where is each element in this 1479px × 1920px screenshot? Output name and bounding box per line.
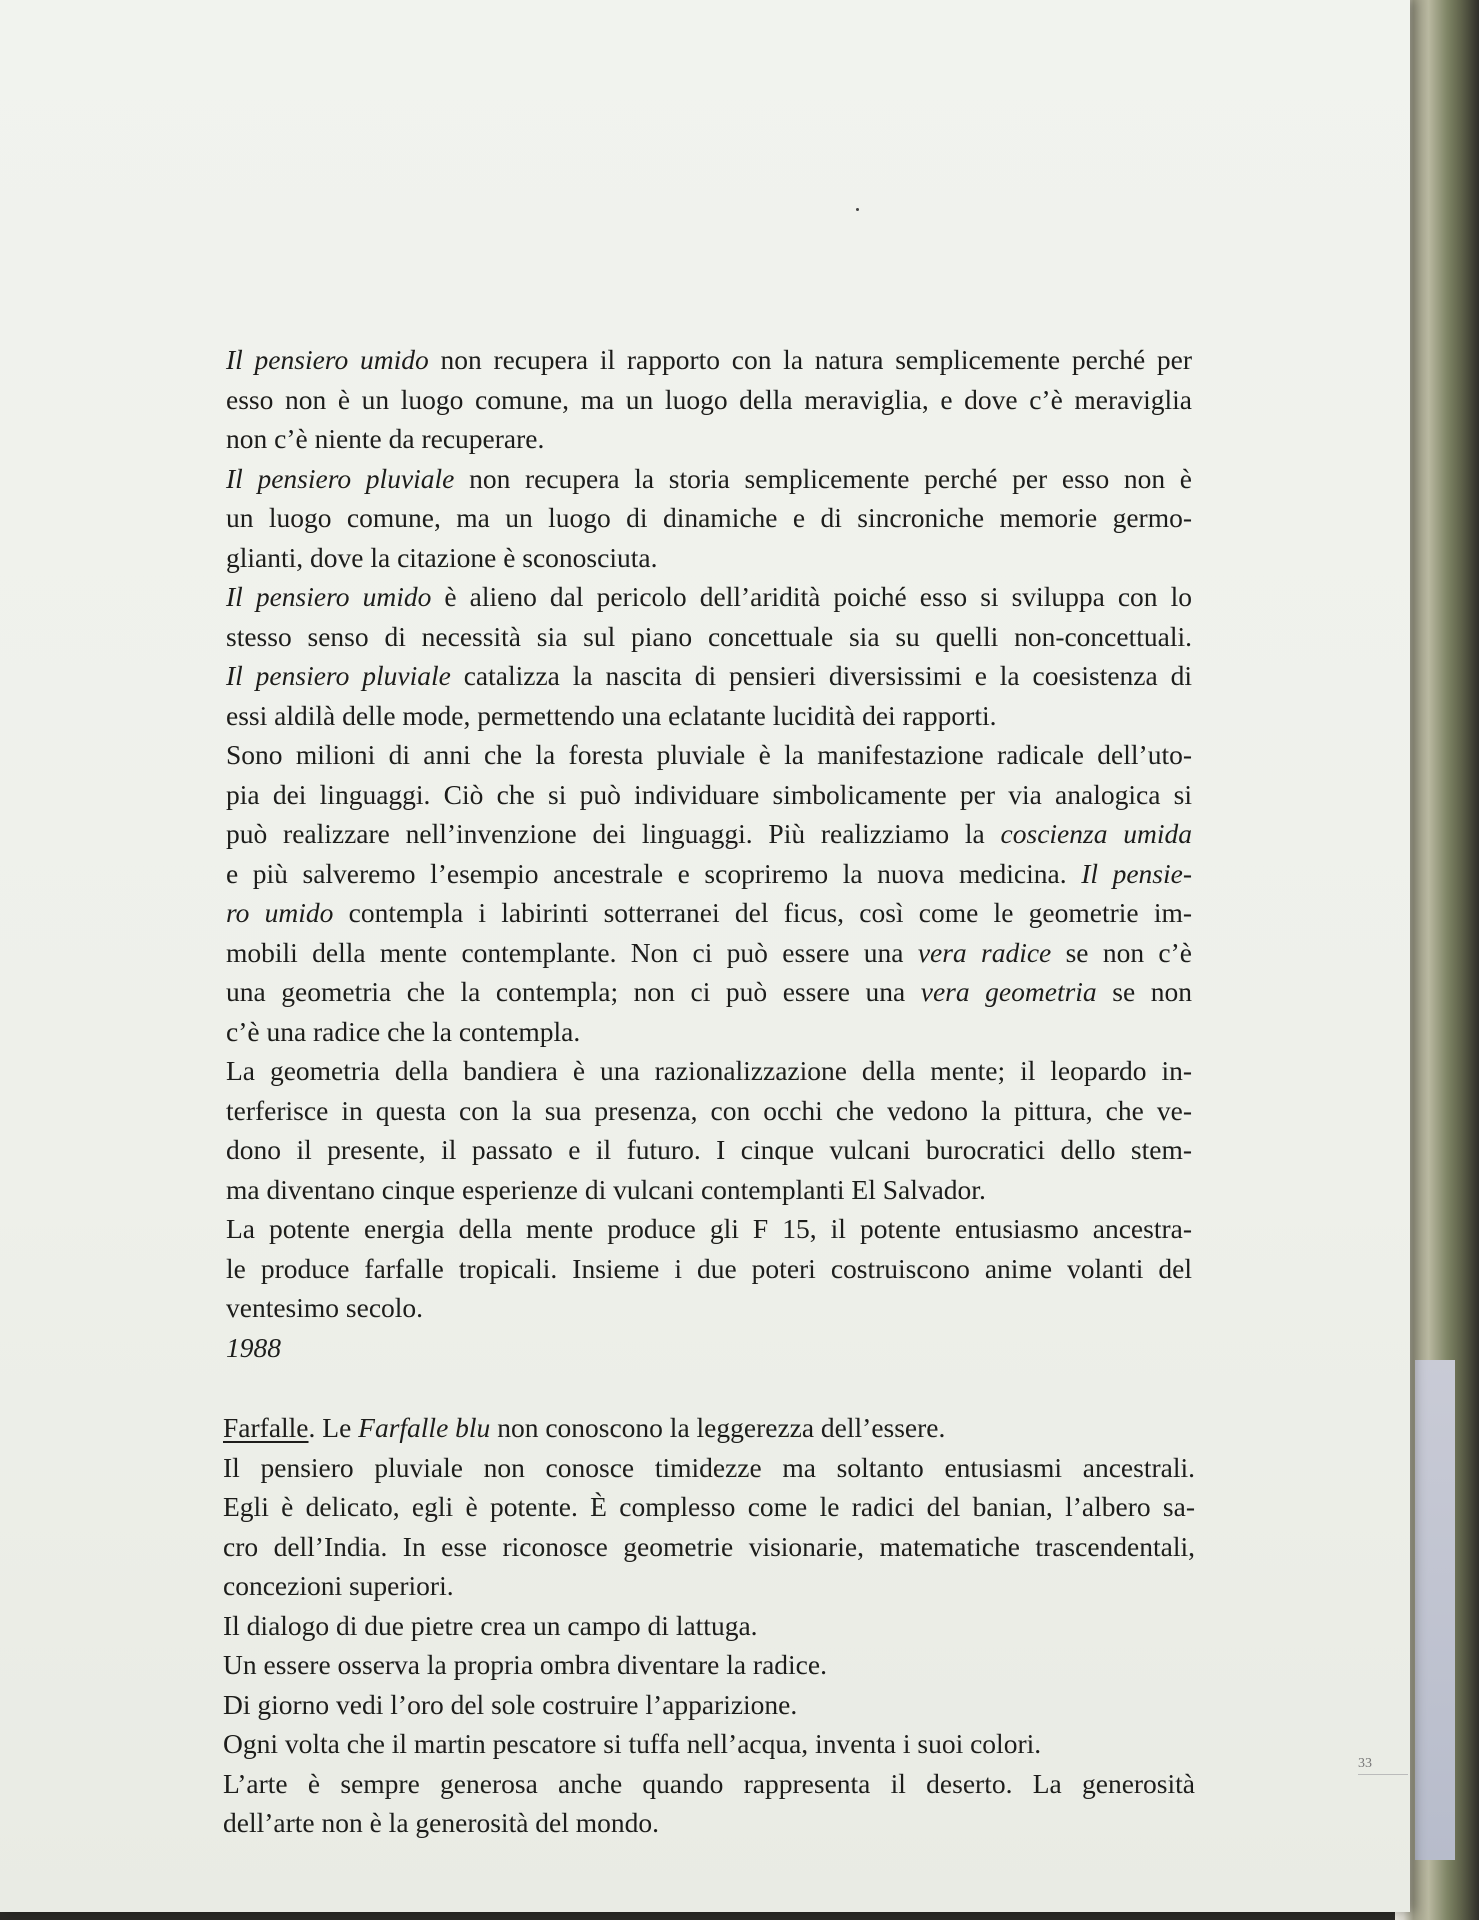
italic-phrase: Il pensiero umido	[226, 344, 429, 375]
text-segment: una geometria che la contempla; non ci può essere una	[226, 976, 921, 1007]
text-line	[226, 498, 1192, 538]
text-segment: le produce farfalle tropicali. Insieme i due poteri costruiscono anime volanti del	[226, 1252, 1192, 1284]
text-line	[226, 1012, 1192, 1052]
text-segment: stesso senso di necessità sia sul piano concettuale sia su quelli non-concettuali.	[226, 620, 1192, 652]
text-line	[226, 893, 1192, 933]
text-line	[226, 656, 1192, 696]
text-line	[223, 1803, 1195, 1843]
text-segment: se non	[1096, 976, 1192, 1007]
text-segment: . Le	[308, 1412, 359, 1443]
text-segment: c’è una radice che la contempla.	[226, 1015, 581, 1047]
text-line	[226, 775, 1192, 815]
text-segment: catalizza la nascita di pensieri diversissimi e la coesistenza di	[450, 660, 1192, 691]
italic-phrase: Farfalle blu	[358, 1412, 491, 1443]
text-line	[226, 340, 1192, 380]
text-segment: non recupera la storia semplicemente perché per esso non è	[454, 462, 1193, 494]
text-segment: può realizzare nell’invenzione dei linguaggi. Più realizziamo la	[226, 818, 1001, 849]
text-line	[223, 1448, 1195, 1488]
text-segment: ma diventano cinque esperienze di vulcani contemplanti El Salvador.	[226, 1173, 986, 1205]
text-line	[226, 972, 1192, 1012]
text-segment: pia dei linguaggi. Ciò che si può individuare simbolicamente per via analogica si	[226, 778, 1192, 810]
text-line	[226, 617, 1192, 657]
text-line	[226, 854, 1192, 894]
italic-phrase: ro umido	[226, 897, 334, 928]
text-segment: un luogo comune, ma un luogo di dinamiche e di sincroniche memorie germo-	[226, 502, 1192, 533]
text-segment: Ogni volta che il martin pescatore si tuffa nell’acqua, inventa i suoi colori.	[223, 1728, 1042, 1759]
text-line	[226, 1209, 1192, 1249]
text-segment: Il pensiero pluviale non conosce timidezze ma soltanto entusiasmi ancestrali.	[223, 1451, 1195, 1483]
text-segment: Sono milioni di anni che la foresta pluviale è la manifestazione radicale dell’uto-	[226, 739, 1192, 770]
text-segment: Il dialogo di due pietre crea un campo di lattuga.	[223, 1609, 758, 1641]
text-line	[223, 1408, 1195, 1448]
text-segment: dell’arte non è la generosità del mondo.	[223, 1807, 660, 1838]
text-segment: cro dell’India. In esse riconosce geometrie visionarie, matematiche trascendentali,	[223, 1530, 1195, 1562]
text-line	[226, 696, 1192, 736]
text-segment: glianti, dove la citazione è sconosciuta.	[226, 541, 658, 573]
text-line	[223, 1645, 1195, 1685]
page-number: 33	[1358, 1756, 1408, 1775]
text-line	[223, 1685, 1195, 1725]
text-segment: non recupera il rapporto con la natura semplicemente perché per	[428, 344, 1193, 375]
paper-speck	[856, 208, 859, 211]
text-segment: ventesimo secolo.	[226, 1292, 424, 1323]
text-line	[226, 814, 1192, 854]
main-text-block	[226, 340, 1192, 1367]
text-line	[226, 577, 1192, 617]
text-segment: La potente energia della mente produce gli F 15, il potente entusiasmo ancestra-	[226, 1213, 1192, 1244]
text-segment: concezioni superiori.	[223, 1570, 454, 1601]
text-line	[226, 1051, 1192, 1091]
text-segment: essi aldilà delle mode, permettendo una eclatante lucidità dei rapporti.	[226, 699, 997, 731]
italic-phrase: 1988	[226, 1331, 281, 1363]
text-line	[226, 538, 1192, 578]
farfalle-section	[223, 1408, 1195, 1843]
text-line	[226, 1328, 1192, 1368]
text-line	[226, 1288, 1192, 1328]
text-line	[226, 735, 1192, 775]
text-segment: non conoscono la leggerezza dell’essere.	[490, 1412, 946, 1443]
text-segment: mobili della mente contemplante. Non ci può essere una	[226, 936, 918, 968]
text-segment: Di giorno vedi l’oro del sole costruire l’apparizione.	[223, 1688, 798, 1720]
text-line	[226, 1249, 1192, 1289]
underlined-heading: Farfalle	[223, 1412, 309, 1443]
text-segment: è alieno dal pericolo dell’aridità poiché esso si sviluppa con lo	[431, 581, 1192, 612]
text-line	[223, 1487, 1195, 1527]
italic-phrase: vera radice	[917, 936, 1052, 968]
text-segment: dono il presente, il passato e il futuro. I cinque vulcani burocratici dello stem-	[226, 1134, 1192, 1165]
text-segment: contempla i labirinti sotterranei del ficus, così come le geometrie im-	[333, 897, 1193, 928]
italic-phrase: Il pensiero pluviale	[226, 660, 451, 691]
text-line	[223, 1764, 1195, 1804]
text-segment: esso non è un luogo comune, ma un luogo della meraviglia, e dove c’è meraviglia	[226, 383, 1192, 415]
italic-phrase: Il pensiero pluviale	[226, 462, 455, 494]
text-segment: Egli è delicato, egli è potente. È complesso come le radici del banian, l’albero sa-	[223, 1491, 1195, 1522]
text-line	[226, 419, 1192, 459]
text-segment: se non c’è	[1051, 936, 1192, 968]
text-segment: Un essere osserva la propria ombra diventare la radice.	[223, 1649, 827, 1680]
italic-phrase: Il pensiero umido	[226, 581, 432, 612]
italic-phrase: coscienza umida	[1000, 818, 1192, 849]
text-segment: e più salveremo l’esempio ancestrale e scopriremo la nuova medicina.	[226, 857, 1082, 889]
italic-phrase: vera geometria	[920, 976, 1097, 1007]
italic-phrase: Il pensie-	[1081, 857, 1192, 889]
text-line	[226, 1170, 1192, 1210]
text-line	[226, 380, 1192, 420]
text-line	[226, 933, 1192, 973]
text-segment: non c’è niente da recuperare.	[226, 423, 545, 454]
text-line	[223, 1527, 1195, 1567]
page-edge-stripe	[1415, 1360, 1455, 1860]
text-segment: La geometria della bandiera è una razionalizzazione della mente; il leopardo in-	[226, 1055, 1192, 1086]
text-line	[226, 1091, 1192, 1131]
text-segment: terferisce in questa con la sua presenza, con occhi che vedono la pittura, che ve-	[226, 1094, 1192, 1126]
text-line	[226, 459, 1192, 499]
text-line	[223, 1724, 1195, 1764]
text-segment: L’arte è sempre generosa anche quando rappresenta il deserto. La generosità	[223, 1767, 1195, 1799]
text-line	[226, 1130, 1192, 1170]
text-line	[223, 1606, 1195, 1646]
text-line	[223, 1566, 1195, 1606]
